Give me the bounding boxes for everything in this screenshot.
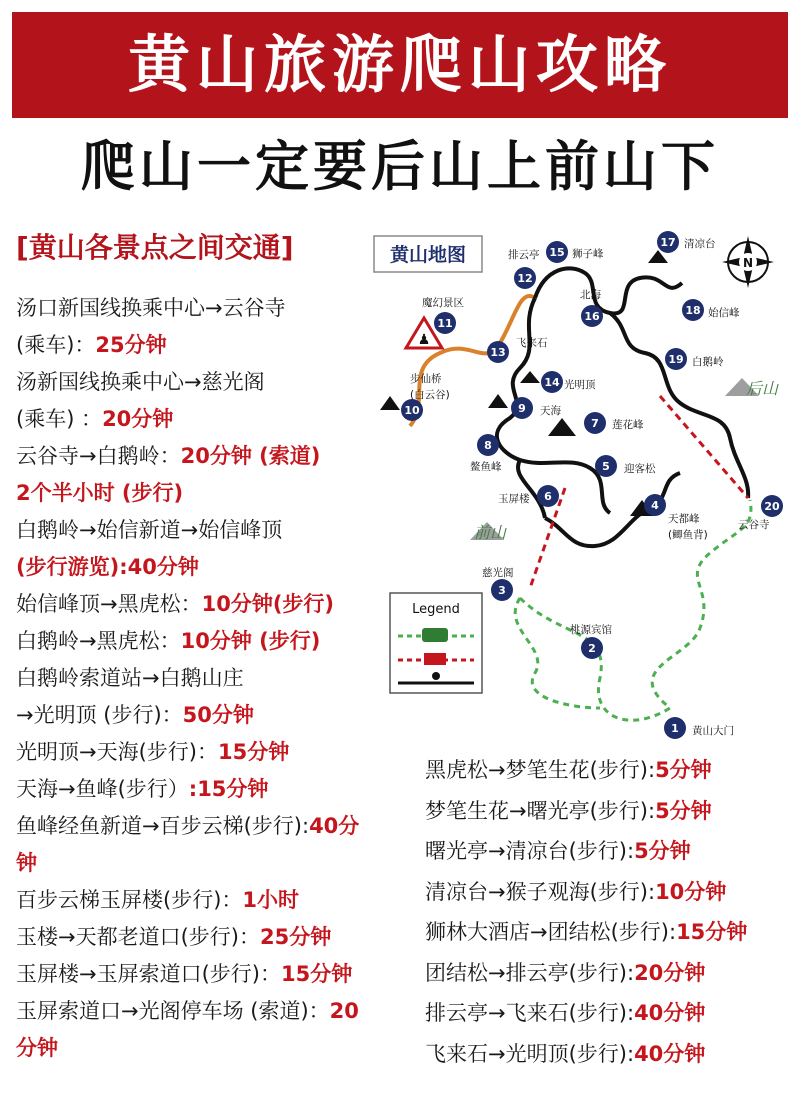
map-point-label: 步仙桥: [410, 373, 442, 385]
map-point-label: 桃源宾馆: [570, 624, 612, 636]
map-point-label: 天都峰: [668, 513, 700, 525]
peak-icon: [548, 418, 576, 436]
route-text: 玉屏楼→玉屏索道口(步行)：: [16, 962, 281, 986]
map-point-number: 4: [651, 499, 659, 512]
route-text: 黑虎松→梦笔生花(步行):: [425, 758, 656, 782]
route-line: [16, 771, 416, 808]
route-line: [16, 623, 416, 660]
route-text: 团结松→排云亭(步行):: [425, 960, 635, 985]
map-point-label: 狮子峰: [572, 248, 604, 260]
map-point-label: (鲫鱼背): [668, 529, 708, 541]
route-duration: 25分钟: [259, 925, 332, 949]
route-text: 曙光亭→清凉台(步行):: [425, 839, 635, 863]
map-point-number: 1: [671, 722, 679, 735]
map-point-number: 13: [490, 346, 506, 359]
route-line: [16, 364, 416, 401]
route-line: [425, 1034, 795, 1075]
route-text: 排云亭→飞来石(步行):: [425, 1001, 635, 1025]
svg-text:♟: ♟: [417, 332, 431, 348]
cableway-baie: [660, 396, 748, 498]
map-point-number: 8: [484, 439, 492, 452]
route-duration: 2个半小时 (步行): [16, 481, 184, 505]
map-point-label: 鳌鱼峰: [470, 461, 502, 473]
map-point-number: 10: [404, 404, 420, 417]
route-line: [425, 993, 795, 1034]
route-line: [16, 882, 416, 919]
route-duration: 25分钟: [95, 333, 167, 357]
map-title: 黄山地图: [389, 244, 467, 266]
route-line: [16, 327, 416, 364]
route-line: [16, 956, 416, 993]
section-title: [黄山各景点之间交通]: [16, 231, 294, 264]
route-duration: 10分钟 (步行): [180, 629, 321, 653]
route-duration: 分钟: [16, 1036, 58, 1060]
map-point-label: 天海: [540, 405, 561, 417]
map-point-label: 迎客松: [624, 463, 656, 475]
route-line: [16, 438, 416, 475]
route-line: [425, 750, 795, 791]
peak-icon: [380, 396, 400, 410]
route-line: [16, 919, 416, 956]
route-text: 百步云梯玉屏楼(步行)：: [16, 888, 243, 912]
route-line: [16, 512, 416, 549]
route-line: [16, 845, 416, 882]
map-point-label: 慈光阁: [482, 567, 514, 579]
map-point-number: 17: [660, 236, 676, 249]
route-text: 白鹅岭索道站→白鹅山庄: [16, 666, 244, 690]
route-text: 天海→鱼峰(步行）: [16, 777, 189, 801]
walker-icon: [432, 672, 440, 680]
route-line: [16, 586, 416, 623]
route-duration: 5分钟: [634, 839, 691, 863]
route-line: [425, 872, 795, 913]
route-duration: 40分钟: [634, 1001, 706, 1025]
route-duration: 5分钟: [655, 758, 712, 782]
bus-icon: [422, 628, 448, 642]
route-duration: (步行游览):40分钟: [16, 555, 199, 579]
map-point-label: (白云谷): [410, 389, 450, 401]
route-text: (乘车)：: [16, 333, 96, 357]
route-duration: 10分钟: [655, 879, 727, 904]
left-route-list: [16, 290, 416, 1067]
route-duration: 1小时: [242, 888, 300, 912]
route-line: [16, 808, 416, 845]
map-legend: [390, 593, 482, 693]
map-point-number: 3: [498, 584, 506, 597]
route-duration: 40分: [309, 814, 360, 838]
map-point-number: 2: [588, 642, 596, 655]
route-text: 云谷寺→白鹅岭：: [16, 444, 181, 468]
map-point-number: 19: [668, 353, 684, 366]
route-text: 梦笔生花→曙光亭(步行):: [425, 798, 656, 823]
map-point-number: 14: [544, 376, 560, 389]
route-duration: 40分钟: [634, 1041, 706, 1066]
route-duration: 20分钟: [102, 407, 174, 431]
route-duration: 钟: [16, 851, 37, 875]
route-line: [425, 831, 795, 872]
route-line: [16, 660, 416, 697]
map-point-number: 5: [602, 460, 610, 473]
compass-icon: [722, 236, 774, 288]
huangshan-map: [370, 228, 800, 750]
cablecar-icon: [424, 653, 446, 665]
map-point-label: 飞来石: [516, 337, 548, 349]
route-line: [16, 1030, 416, 1067]
route-line: [16, 290, 416, 327]
compass-letter: N: [742, 256, 754, 270]
map-point-label: 始信峰: [708, 307, 740, 319]
peak-icon: [488, 394, 508, 408]
route-text: 汤口新国线换乘中心→云谷寺: [16, 296, 286, 320]
route-text: 汤新国线换乘中心→慈光阁: [16, 370, 265, 394]
route-text: 鱼峰经鱼新道→百步云梯(步行):: [16, 814, 310, 838]
route-duration: 15分钟: [280, 962, 353, 986]
trail-north: [535, 268, 682, 313]
bus-road: [520, 500, 751, 720]
route-line: [425, 791, 795, 832]
route-text: →光明顶 (步行)：: [16, 703, 183, 727]
route-text: 白鹅岭→黑虎松：: [16, 629, 181, 653]
route-text: 玉屏索道口→光阁停车场 (索道)：: [16, 999, 330, 1023]
route-duration: 20: [329, 999, 359, 1023]
route-duration: 20分钟: [634, 960, 706, 985]
map-point-label: 莲花峰: [612, 419, 644, 431]
map-point-label: 清凉台: [684, 238, 716, 250]
route-text: 光明顶→天海(步行)：: [16, 740, 218, 764]
route-text: 飞来石→光明顶(步行):: [425, 1041, 635, 1066]
title-banner-bg: [12, 12, 788, 118]
legend-title: Legend: [412, 602, 460, 617]
map-point-number: 18: [685, 304, 701, 317]
route-text: 始信峰顶→黑虎松：: [16, 592, 202, 616]
page-subtitle: 爬山一定要后山上前山下: [81, 135, 719, 198]
region-back-label: 后山: [746, 379, 779, 398]
title-banner: [0, 0, 800, 118]
route-line: [16, 993, 416, 1030]
route-text: (乘车) ：: [16, 407, 103, 431]
route-line: [425, 953, 795, 994]
map-point-number: 11: [437, 317, 453, 330]
peak-icon: [520, 371, 540, 383]
map-point-number: 12: [517, 272, 533, 285]
route-text: 狮林大酒店→团结松(步行):: [425, 920, 677, 944]
map-point-number: 7: [591, 417, 599, 430]
map-point-label: 北海: [580, 289, 601, 301]
map-point-number: 6: [544, 490, 552, 503]
route-duration: 15分钟: [676, 920, 748, 944]
route-duration: 50分钟: [182, 703, 254, 727]
map-point-number: 9: [518, 402, 526, 415]
route-line: [16, 549, 416, 586]
route-line: [16, 401, 416, 438]
route-duration: 20分钟 (索道): [180, 444, 321, 468]
route-duration: 15分钟: [217, 740, 290, 764]
route-duration: 5分钟: [655, 798, 712, 823]
route-duration: 10分钟(步行): [201, 592, 335, 616]
map-point-label: 玉屏楼: [498, 493, 530, 505]
page-title: 黄山旅游爬山攻略: [127, 28, 672, 101]
route-text: 玉楼→天都老道口(步行)：: [16, 925, 260, 949]
right-route-list: [425, 750, 795, 1074]
route-line: [425, 912, 795, 953]
map-point-label: 黄山大门: [692, 725, 734, 737]
map-point-label: 光明顶: [564, 379, 596, 391]
map-point-number: 15: [549, 246, 565, 259]
region-front-label: 前山: [474, 523, 507, 542]
map-point-label: 排云亭: [508, 249, 540, 261]
route-line: [16, 734, 416, 771]
map-point-label: 白鹅岭: [692, 356, 724, 368]
route-duration: :15分钟: [188, 777, 269, 801]
map-point-label: 云谷寺: [738, 519, 770, 531]
route-text: 清凉台→猴子观海(步行):: [425, 879, 656, 904]
route-line: [16, 697, 416, 734]
route-text: 白鹅岭→始信新道→始信峰顶: [16, 518, 283, 542]
map-point-number: 16: [584, 310, 600, 323]
route-line: [16, 475, 416, 512]
map-point-label: 魔幻景区: [422, 297, 464, 309]
map-point-number: 20: [764, 500, 780, 513]
